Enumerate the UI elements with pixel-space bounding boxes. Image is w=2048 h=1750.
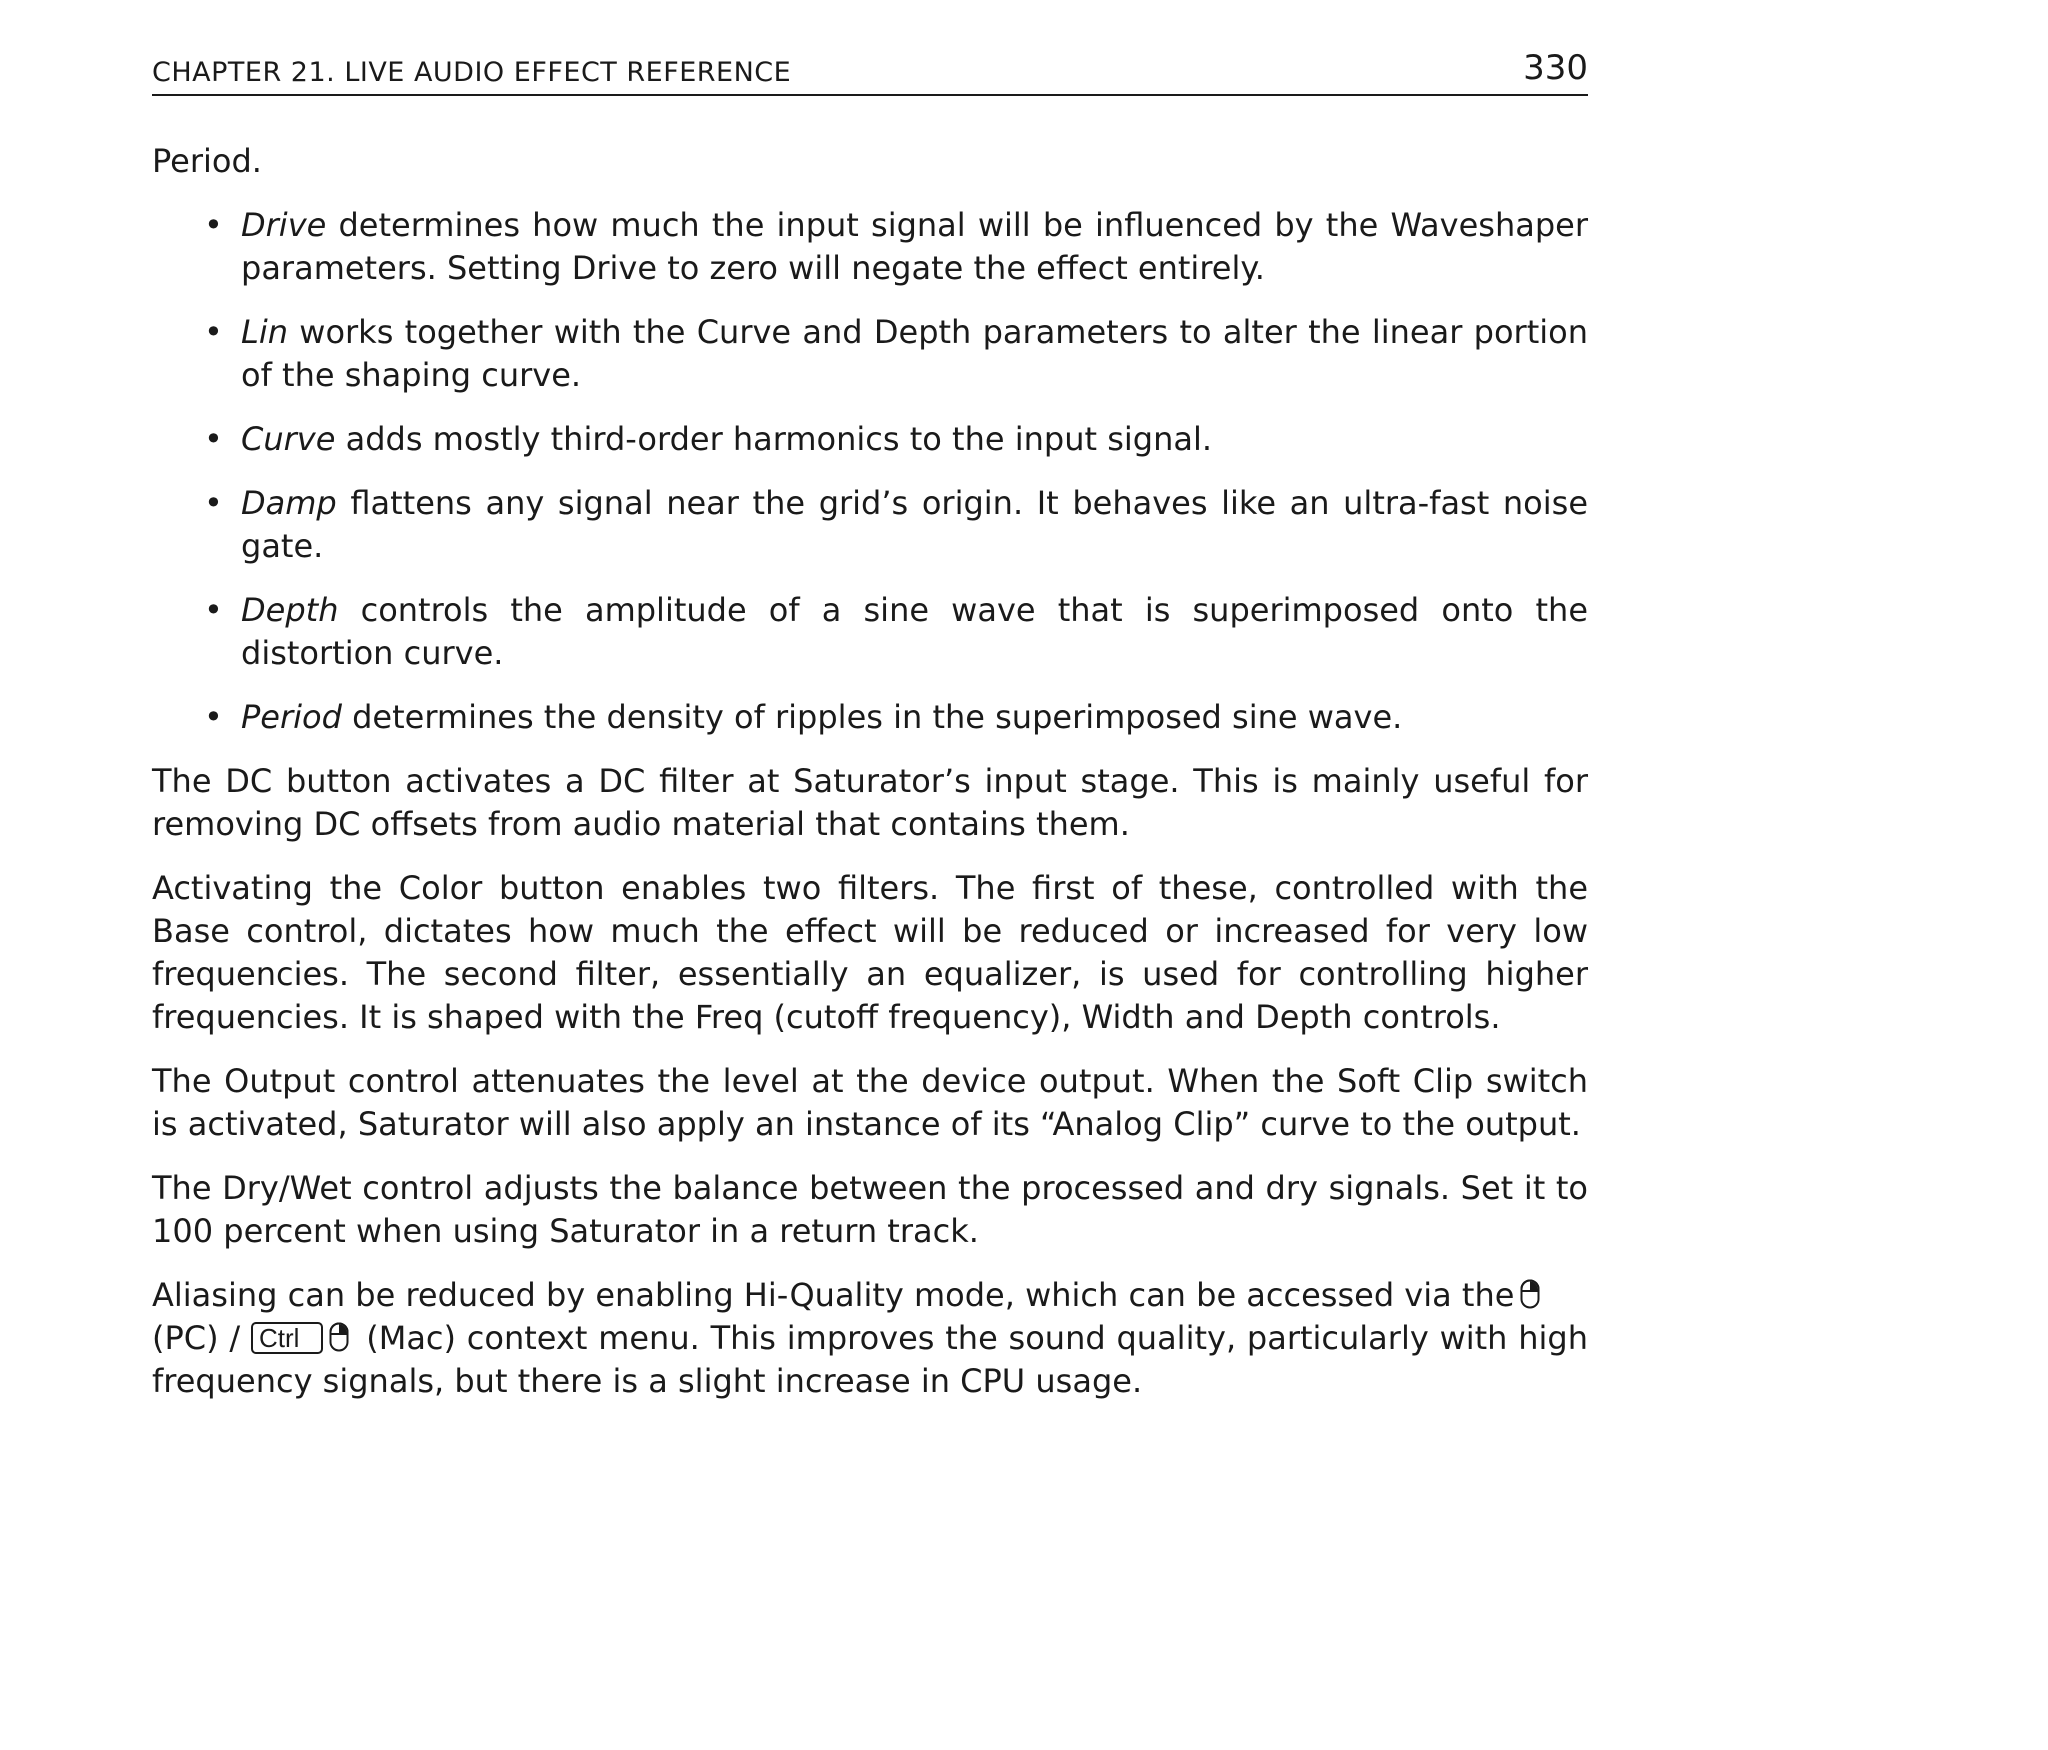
aliasing-paragraph <box>152 1274 1588 1403</box>
list-item <box>152 311 1588 397</box>
chapter-title: CHAPTER 21. LIVE AUDIO EFFECT REFERENCE <box>152 57 792 88</box>
right-mouse-button-icon <box>329 1320 349 1350</box>
aliasing-text-2: (PC) / <box>152 1319 241 1357</box>
dc-paragraph: The DC button activates a DC filter at Saturator’s input stage. This is mainly useful for removing DC offsets from audio material that contains them. <box>152 762 1588 843</box>
bullet-icon: • <box>204 484 223 522</box>
list-item <box>152 589 1588 675</box>
color-paragraph: Activating the Color button enables two filters. The first of these, controlled with the Base control, dictates how much the effect will be reduced or increased for very low frequencies. The second filter, essentially an equalizer, is used for controlling higher frequencies. It is shaped with the Freq (cutoff frequency), Width and Depth controls. <box>152 869 1588 1036</box>
list-item <box>152 204 1588 290</box>
param-description: determines how much the input signal will be influenced by the Waveshaper parameters. Setting Drive to zero will negate the effect entirely. <box>241 206 1588 287</box>
bullet-icon: • <box>204 591 223 629</box>
parameter-list <box>152 204 1588 739</box>
param-term: Curve <box>241 420 336 458</box>
param-term: Lin <box>241 313 288 351</box>
bullet-icon: • <box>204 698 223 736</box>
list-item <box>152 696 1588 739</box>
param-term: Damp <box>241 484 337 522</box>
ctrl-key-icon: Ctrl <box>251 1322 323 1354</box>
param-description: adds mostly third-order harmonics to the input signal. <box>335 420 1213 458</box>
list-item <box>152 418 1588 461</box>
output-paragraph: The Output control attenuates the level at the device output. When the Soft Clip switch is activated, Saturator will also apply an instance of its “Analog Clip” curve to the output. <box>152 1062 1588 1143</box>
param-description: flattens any signal near the grid’s origin. It behaves like an ultra-fast noise gate. <box>241 484 1588 565</box>
aliasing-text-3: (Mac) context menu. This improves the sound quality, particularly with high frequency signals, but there is a slight increase in CPU usage. <box>152 1319 1589 1400</box>
right-mouse-button-icon <box>1520 1277 1540 1307</box>
aliasing-text-1: Aliasing can be reduced by enabling Hi-Quality mode, which can be accessed via the <box>152 1276 1515 1314</box>
param-description: controls the amplitude of a sine wave that is superimposed onto the distortion curve. <box>241 591 1588 672</box>
page-number: 330 <box>1523 48 1588 88</box>
intro-paragraph: Period. <box>152 142 262 180</box>
running-header <box>152 46 1588 96</box>
bullet-icon: • <box>204 420 223 458</box>
bullet-icon: • <box>204 206 223 244</box>
param-term: Depth <box>241 591 339 629</box>
param-description: determines the density of ripples in the superimposed sine wave. <box>341 698 1403 736</box>
param-term: Drive <box>241 206 327 244</box>
param-description: works together with the Curve and Depth parameters to alter the linear portion of the shaping curve. <box>241 313 1588 394</box>
body-text <box>152 140 1588 1424</box>
dry-wet-paragraph: The Dry/Wet control adjusts the balance between the processed and dry signals. Set it to 100 percent when using Saturator in a return track. <box>152 1169 1588 1250</box>
bullet-icon: • <box>204 313 223 351</box>
list-item <box>152 482 1588 568</box>
param-term: Period <box>241 698 342 736</box>
